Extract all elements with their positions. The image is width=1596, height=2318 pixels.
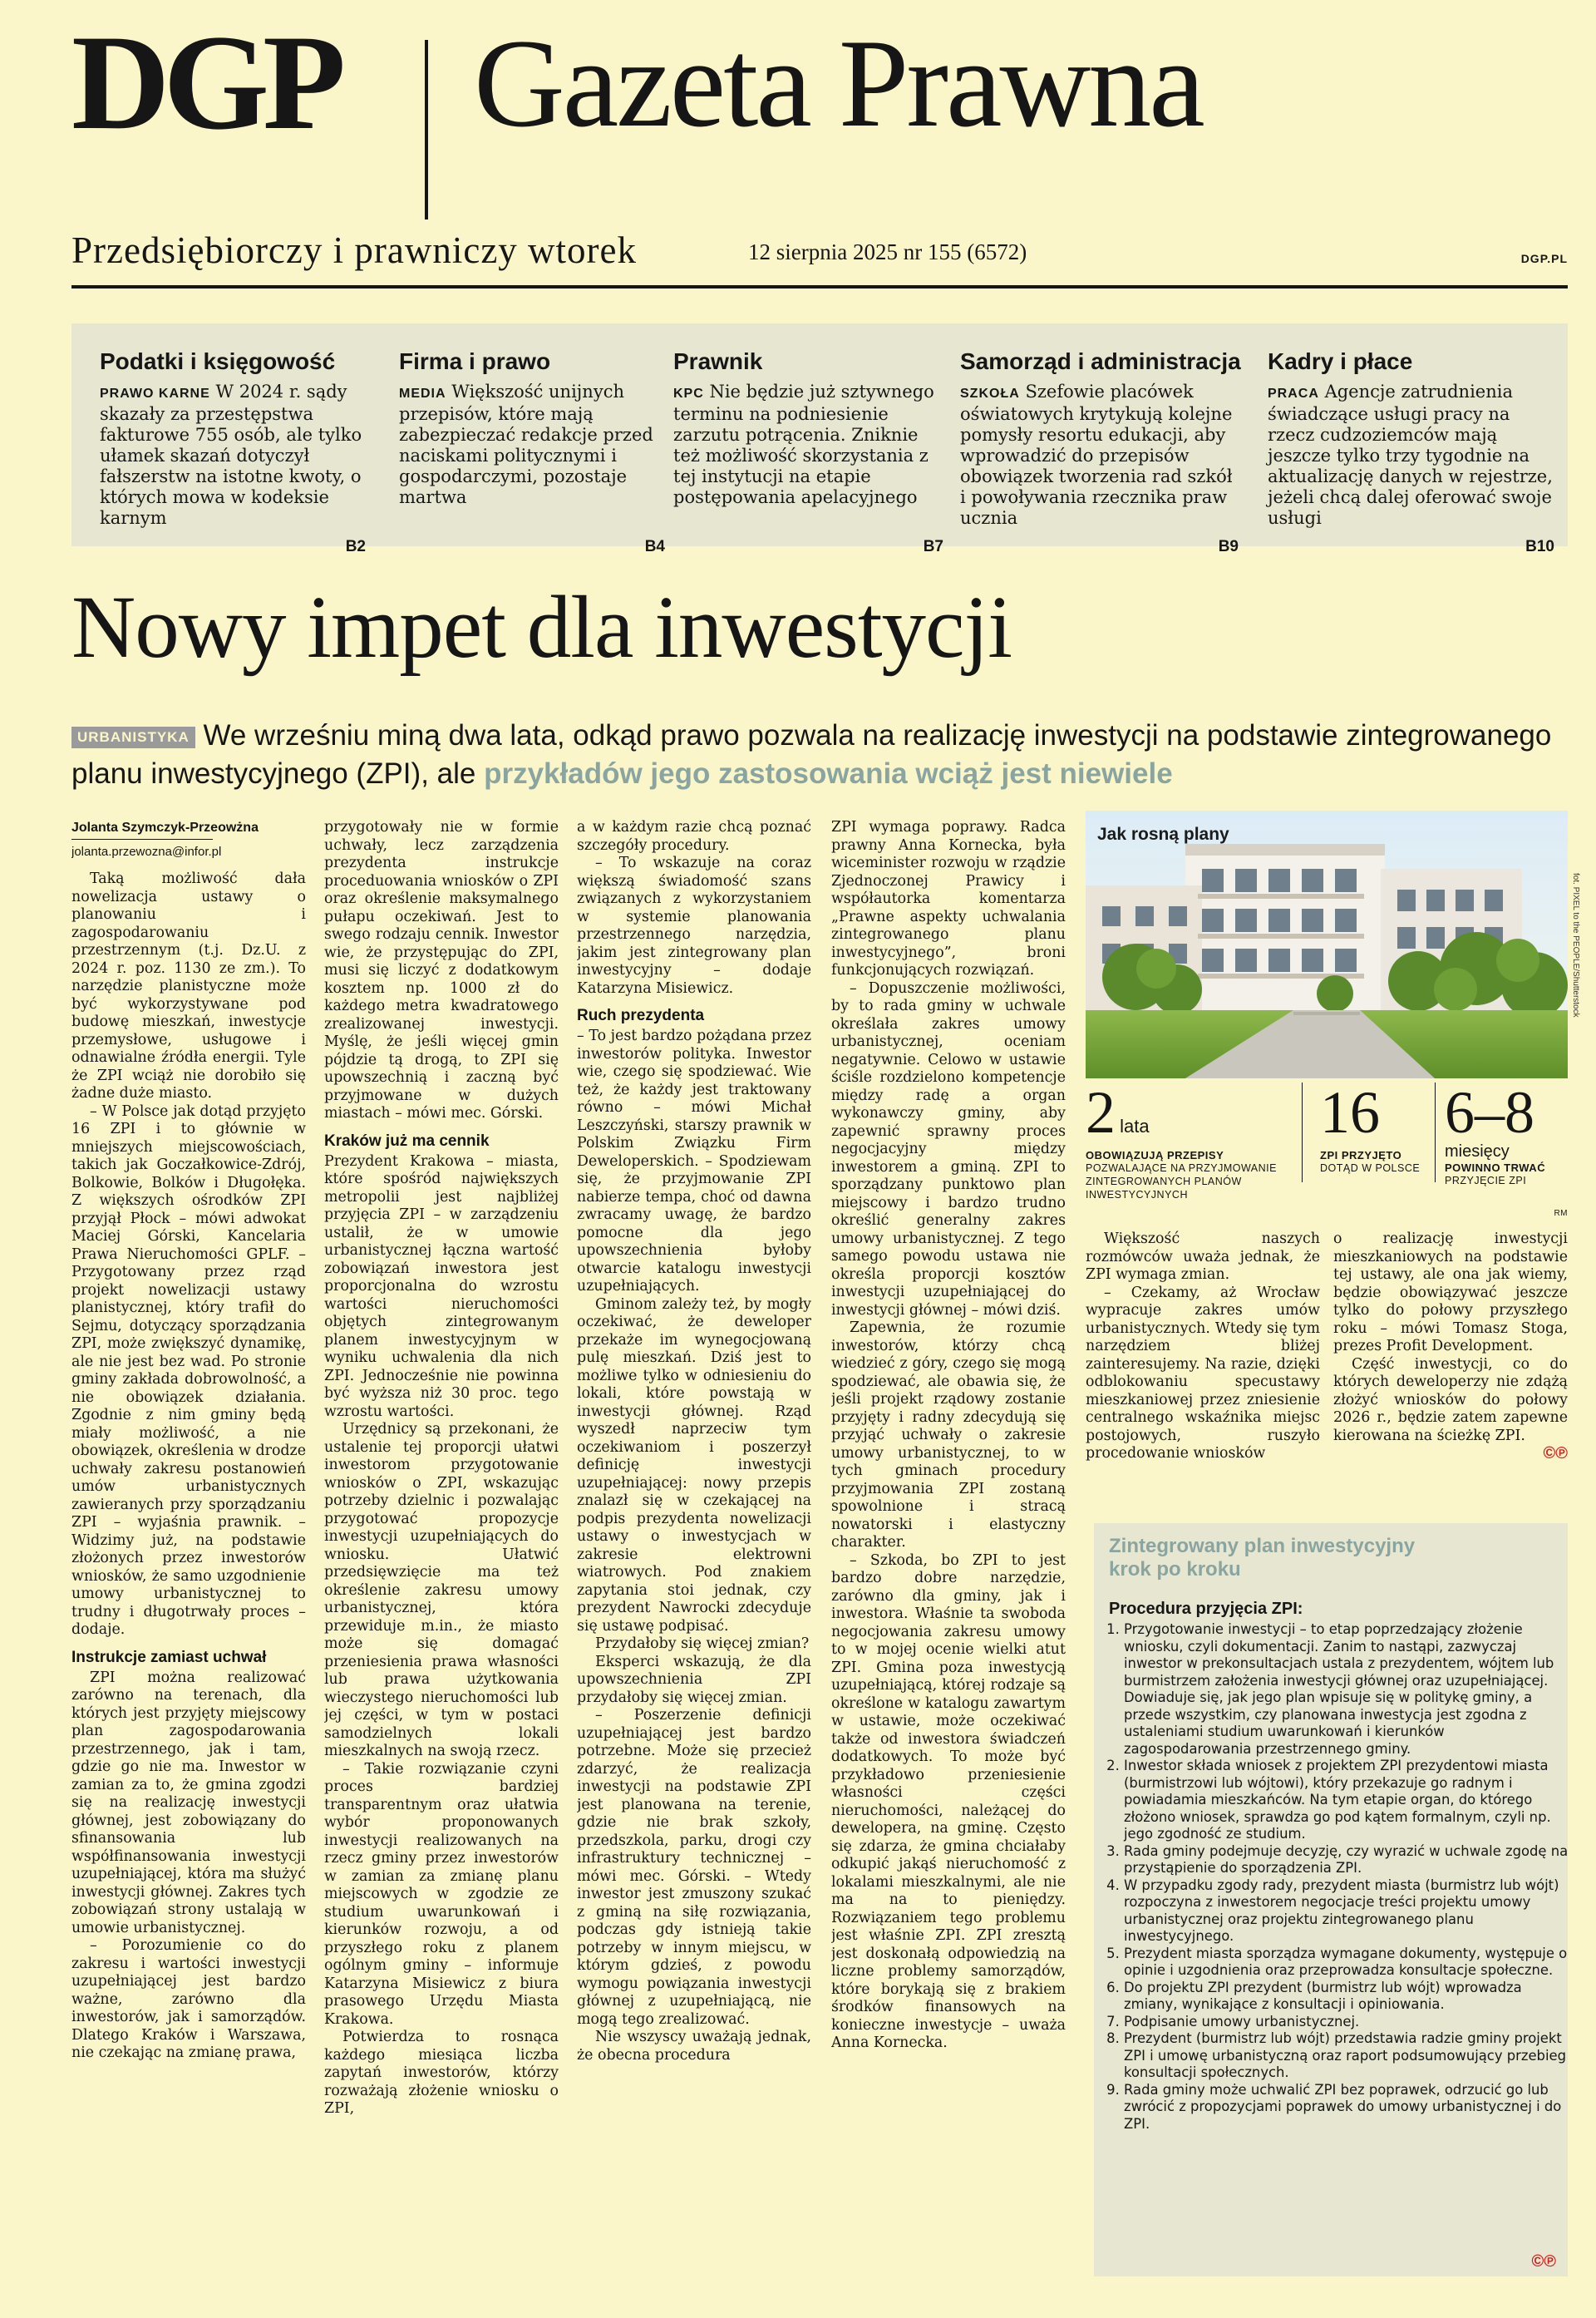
- photo-credit: fot. PIXEL to the PEOPLE/Shutterstock: [1571, 873, 1580, 1018]
- list-item: 5. Prezydent miasta sporządza wymagane dokumenty, występuje o opinie i uzgodnienia oraz przeprowadza konsultacje społeczne.: [1124, 1946, 1573, 1980]
- paragraph: ZPI można realizować zarówno na terenach, dla których jest przyjęty miejscowy plan zagospodarowania przestrzennego, jak i tam, gdzie go nie ma. Inwestor w zamian za to, że gmina zgodzi się na realizację inwestycji głównej, jest zobowiązany do sfinansowania lub współfinansowania inwestycji uzupełniającej, która ma służyć inwestycji głównej. Zakres tych zobowiązań strony ustalają w umowie urbanistycznej.: [71, 1669, 306, 1936]
- box-title-line: Zintegrowany plan inwestycyjny: [1109, 1535, 1416, 1557]
- section-page: B9: [1218, 538, 1239, 555]
- copyright-mark: ©℗: [1543, 1444, 1568, 1462]
- box-title-line: krok po kroku: [1109, 1558, 1241, 1581]
- article-column-4: [831, 819, 1066, 2299]
- section-page: B10: [1525, 538, 1554, 555]
- infographic-stats: [1086, 1079, 1568, 1220]
- section-title: Podatki i księgowość: [100, 348, 336, 374]
- paragraph: ZPI wymaga poprawy. Radca prawny Anna Kornecka, była wiceminister rozwoju w rządzie Zjednoczonej Prawicy i współautorka komentarza „Prawne aspekty uchwalania zintegrowanego planu inwestycyjnego”, broni funkcjonujących rozwiązań.: [831, 819, 1066, 979]
- paragraph: Większość naszych rozmówców uważa jednak, że ZPI wymaga zmian.: [1086, 1231, 1320, 1283]
- paragraph: przygotowały nie w formie uchwały, lecz zarządzenia prezydenta instrukcje proceduowania wniosków o ZPI oraz określenie maksymalnego pułapu oczekiwań. Jest to swego rodzaju cennik. Inwestor wie, że przystępując do ZPI, musi się liczyć z dodatkowym kosztem np. 1000 zł do każdego metra kwadratowego zrealizowanej inwestycji. Myślę, że jeśli więcej gmin pójdzie tą drogą, to ZPI się upowszechnią i zaczną być przyjmowane w dużych miastach – mówi mec. Górski.: [324, 819, 559, 1122]
- section-page: B2: [345, 538, 366, 555]
- paragraph: Prezydent Krakowa – miasta, które spośród największych metropolii jest najbliżej przyjęcia ZPI – w zarządzeniu ustalił, że w umowie urbanistycznej łączna wartość zobowiązań inwestora jest proporcjonalna do wzrostu wartości nieruchomości objętych zintegrowanym planem inwestycyjnym w wyniku uchwalenia dla nich ZPI. Jednocześnie nie powinna być wyższa niż 30 proc. tego wzrostu wartości.: [324, 1152, 559, 1420]
- section-teaser: Większość unijnych przepisów, które mają zabezpieczać redakcje przed naciskami politycznymi i gospodarczymi, pozostaje martwa: [399, 382, 653, 507]
- list-item: 8. Prezydent (burmistrz lub wójt) przedstawia radzie gminy projekt ZPI i umowę urbanistyczną oraz raport podsumowujący przebieg konsultacji społecznych.: [1124, 2030, 1573, 2082]
- stat-desc: DOTĄD W POLSCE: [1320, 1162, 1421, 1174]
- list-item: 9. Rada gminy może uchwalić ZPI bez poprawek, odrzucić go lub zwrócić z propozycjami poprawek do umowy urbanistycznej i do ZPI.: [1124, 2082, 1573, 2133]
- stat-key: ZPI PRZYJĘTO: [1320, 1149, 1402, 1161]
- paragraph: o realizację inwestycji mieszkaniowych na podstawie tej ustawy, ale ona jak wiemy, będzie obowiązywać jeszcze tylko do połowy przyszłego roku – mówi Tomasz Stoga, prezes Profit Development.: [1333, 1231, 1568, 1354]
- paragraph: a w każdym razie chcą poznać szczegóły procedury.: [577, 819, 811, 854]
- section-prawnik[interactable]: [673, 348, 943, 555]
- paragraph: – W Polsce jak dotąd przyjęto 16 ZPI i to głównie w mniejszych miejscowościach, takich jak Goczałkowice-Zdrój, Bolkowie, Bolków i Długołęka. Z większych ośrodków ZPI przyjął Płock – mówi adwokat Maciej Górski, Kancelaria Prawa Nieruchomości GPLF. – Przygotowany przez rząd projekt nowelizacji ustawy planistycznej, który trafił do Sejmu, dotyczący sporządzania ZPI, może zwiększyć dynamikę, ale nie jest bez wad. Po stronie gminy zakłada dobrowolność, a nie obowiązek działania. Zgodnie z nim gminy będą miały możliwość, a nie obowiązek, określenia w drodze uchwały zakresu postanowień umów urbanistycznych zawieranych przy sporządzaniu ZPI – wyjaśnia prawnik. – Widzimy już, na podstawie złożonych przez inwestorów wniosków, że samo uzgodnienie umowy urbanistycznej to trudny i długotrwały proces – dodaje.: [71, 1102, 306, 1638]
- masthead-title: Gazeta Prawna: [474, 13, 1203, 153]
- masthead-tagline: Przedsiębiorczy i prawniczy wtorek: [71, 229, 637, 271]
- section-teaser: W 2024 r. sądy skazały za przestępstwa fakturowe 755 osób, ale tylko ułamek skazań dotyczył fałszerstw na istotne kwoty, o których mowa w kodeksie karnym: [100, 382, 362, 528]
- subheading: Kraków już ma cennik: [324, 1132, 490, 1150]
- infographic-title: Jak rosną plany: [1097, 825, 1229, 844]
- stat-number: 6–8: [1445, 1079, 1534, 1146]
- paragraph: Urzędnicy są przekonani, że ustalenie tej proporcji ułatwi inwestorom przygotowanie wniosków o ZPI, wskazując potrzeby dzielnic i pozwalając przygotować propozycje inwestycji uzupełniających do wniosku. Ułatwić przedsięwzięcie ma też określenie zakresu umowy urbanistycznej, która przewiduje m.in., że miasto może się domagać przeniesienia prawa własności lub prawa użytkowania wieczystego nieruchomości lub jej części, w tym w postaci samodzielnych lokali mieszkalnych na swoją rzecz.: [324, 1421, 559, 1759]
- stat-number: 2: [1086, 1079, 1116, 1146]
- stat-desc: PRZYJĘCIE ZPI: [1445, 1175, 1527, 1186]
- paragraph: – Czekamy, aż Wrocław wypracuje zakres umów urbanistycznych. Wtedy się tym narzędziem bliżej zainteresujemy. Na razie, dzięki odblokowaniu specustawy mieszkaniowej przez zniesienie centralnego wskaźnika miejsc postojowych, ruszyło procedowanie wniosków: [1086, 1284, 1320, 1462]
- issue-info: 12 sierpnia 2025 nr 155 (6572): [748, 239, 1027, 264]
- headline: Nowy impet dla inwestycji: [71, 579, 1012, 677]
- stat-desc: POZWALAJĄCE NA PRZYJMOWANIE ZINTEGROWANYCH PLANÓW INWESTYCYJNYCH: [1086, 1162, 1277, 1201]
- section-kicker: KPC: [673, 387, 704, 401]
- paragraph: – Poszerzenie definicji uzupełniającej jest bardzo potrzebne. Może się przecież zdarzyć, że realizacja inwestycji na podstawie ZPI jest planowana na terenie, gdzie nie brak szkoły, przedszkola, parku, drogi czy infrastruktury technicznej – mówi mec. Górski. – Wtedy inwestor jest zmuszony szukać z gminą na siłę rozwiązania, podczas gdy istnieją takie potrzeby w innym miejscu, w którym gdzieś, z powodu wymogu powiązania inwestycji głównej z uzupełniającą, nie mogą tego zrealizować.: [577, 1707, 811, 2028]
- subheading: Instrukcje zamiast uchwał: [71, 1648, 267, 1666]
- paragraph: – To wskazuje na coraz większą świadomość szans związanych z wykorzystaniem w systemie planowania przestrzennego narzędzia, jakim jest zintegrowany plan inwestycyjny – dodaje Katarzyna Misiewicz.: [577, 855, 811, 997]
- sections-strip: [71, 323, 1568, 555]
- author-email[interactable]: jolanta.przewozna@infor.pl: [71, 844, 222, 859]
- stat-zpi: [1320, 1079, 1428, 1175]
- masthead-rule: [71, 285, 1568, 289]
- author-rule: [71, 839, 213, 840]
- article-column-6: [1333, 1231, 1568, 1464]
- paragraph: – Porozumienie co do zakresu i wartości inwestycji uzupełniającej jest bardzo ważne, zarówno dla inwestorów, jak i samorządów. Dlatego Kraków i Warszawa, nie czekając na zmianę prawa,: [71, 1937, 306, 2061]
- section-title: Samorząd i administracja: [960, 348, 1241, 374]
- lead-text: We wrześniu miną dwa lata, odkąd prawo pozwala na realizację inwestycji na podstawie zintegrowanego planu inwestycyjnego (ZPI), ale: [71, 719, 1552, 790]
- section-kadry[interactable]: [1268, 348, 1554, 555]
- list-item: 7. Podpisanie umowy urbanistycznej.: [1124, 2014, 1573, 2031]
- paragraph: Taką możliwość dała nowelizacja ustawy o planowaniu i zagospodarowaniu przestrzennym (t.j. Dz.U. z 2024 r. poz. 1130 ze zm.). To narzędzie planistyczne może być wykorzystywane pod budowę mieszkań, inwestycje przemysłowe, usługowe i odnawialne źródła energii. Tyle że ZPI wciąż nie dorobiło się żadne duże miasto.: [71, 870, 306, 1102]
- section-kicker: SZKOŁA: [960, 387, 1020, 401]
- stat-months: [1445, 1079, 1568, 1187]
- paragraph: Nie wszyscy uważają jednak, że obecna procedura: [577, 2029, 811, 2064]
- paragraph: – Dopuszczenie możliwości, by to rada gminy w uchwale określała zakres umowy urbanistycznej, oceniam negatywnie. Celowo w ustawie ściśle rozdzielono kompetencje między radę a organ wykonawczy gminy, aby zapewnić sprawny proces negocjacyjny między inwestorem a gminą. ZPI to sporządzany punktowo plan miejscowy i bardzo trudno określić generalny zakres umowy urbanistycznej. Z tego samego powodu ustawa nie określa proporcji kosztów inwestycji uzupełniającej do inwestycji głównej – mówi dziś.: [831, 979, 1066, 1319]
- section-page: B7: [923, 538, 943, 555]
- article-column-5: [1086, 1231, 1320, 1463]
- section-samorzad[interactable]: [960, 348, 1241, 555]
- paragraph: Przydałoby się więcej zmian?: [595, 1635, 810, 1652]
- article-column-2: [324, 819, 559, 2299]
- paragraph: Potwierdza to rosnąca każdego miesiąca liczba zapytań inwestorów, którzy rozważają złożenie wniosku o ZPI,: [324, 2029, 559, 2117]
- section-podatki[interactable]: [100, 348, 366, 555]
- stat-divider: [1435, 1083, 1436, 1182]
- box-subtitle: Procedura przyjęcia ZPI:: [1109, 1600, 1303, 1618]
- procedure-box: [1094, 1523, 1568, 2276]
- list-item: 4. W przypadku zgody rady, prezydent miasta (burmistrz lub wójt) rozpoczyna z inwestorem negocjacje treści projektu umowy urbanistycznej oraz projektu zintegrowanego planu inwestycyjnego.: [1124, 1877, 1573, 1946]
- building-illustration: [1086, 811, 1568, 1078]
- list-item: 3. Rada gminy podejmuje decyzję, czy wyrazić w uchwale zgodę na przystąpienie do sporządzenia ZPI.: [1124, 1843, 1573, 1877]
- paragraph: – To jest bardzo pożądana przez inwestorów polityka. Inwestor wie, czego się spodziewać. Wie też, że każdy jest traktowany równo – mówi Michał Leszczyński, starszy prawnik w Polskim Związku Firm Deweloperskich. – Spodziewam się, że przyjmowanie ZPI nabierze tempa, choć od dawna zwracamy uwagę, że bardzo pomocne dla jego upowszechnienia byłoby otwarcie katalogu inwestycji uzupełniających.: [577, 1028, 811, 1295]
- site-link[interactable]: DGP.PL: [1520, 252, 1568, 265]
- section-title: Prawnik: [673, 348, 763, 374]
- section-page: B4: [644, 538, 665, 555]
- list-item: 2. Inwestor składa wniosek z projektem ZPI prezydentowi miasta (burmistrzowi lub wójtowi), który przekazuje go radnym i powiadamia mieszkańców. Na tym etapie organ, do którego złożono wniosek, sprawdza go pod kątem formalnym, czyli np. jego zgodność ze studium.: [1124, 1758, 1573, 1843]
- section-firma[interactable]: [399, 348, 665, 555]
- box-title: [1109, 1535, 1415, 1581]
- stat-key: POWINNO TRWAĆ: [1445, 1161, 1546, 1174]
- article-photo: [1086, 811, 1568, 1078]
- section-kicker: PRAWO KARNE: [100, 387, 210, 401]
- stat-key: OBOWIĄZUJĄ PRZEPISY: [1086, 1149, 1224, 1161]
- subheading: Ruch prezydenta: [577, 1007, 705, 1024]
- list-item: 6. Do projektu ZPI prezydent (burmistrz lub wójt) wprowadza zmiany, wynikające z konsultacji i opiniowania.: [1124, 1980, 1573, 2014]
- section-title: Kadry i płace: [1268, 348, 1413, 374]
- lead-tag: URBANISTYKA: [71, 727, 195, 748]
- paragraph: Gminom zależy też, by mogły oczekiwać, że deweloper przekaże im wynegocjowaną pulę mieszkań. Dziś jest to możliwe tylko w odniesieniu do lokali, które powstają w inwestycji głównej. Rząd wyszedł naprzeciw tym oczekiwaniom i poszerzył definicję inwestycji uzupełniającej: nowy przepis znalazł się w czekającej na podpis prezydenta nowelizacji ustawy o inwestycjach w zakresie elektrowni wiatrowych. Pod znakiem zapytania stoi jednak, czy prezydent Nawrocki zdecyduje się ustawę podpisać.: [577, 1295, 811, 1635]
- section-teaser: Agencje zatrudnienia świadczące usługi pracy na rzecz cudzoziemców mają jeszcze tylko trzy tygodnie na aktualizację danych w rejestrze, jeżeli chcą dalej oferować swoje usługi: [1268, 382, 1553, 528]
- logo-dgp: DGP: [71, 7, 340, 158]
- article-column-1: [71, 819, 306, 2299]
- infographic-sign: RM: [1554, 1209, 1568, 1218]
- paragraph: – Takie rozwiązanie czyni proces bardziej transparentnym oraz ułatwia wybór proponowanych inwestycji realizowanych na rzecz gminy przez inwestorów w zamian za zmianę planu miejscowych w zgodzie ze studium uwarunkowań i kierunków rozwoju, a od przyszłego roku z planem ogólnym gminy – informuje Katarzyna Misiewicz z biura prasowego Urzędu Miasta Krakowa.: [324, 1760, 559, 2028]
- paragraph: Eksperci wskazują, że dla upowszechnienia ZPI przydałoby się więcej zmian.: [577, 1653, 811, 1706]
- section-teaser: Szefowie placówek oświatowych krytykują kolejne pomysły resortu edukacji, aby wprowadzić do przepisów obowiązek tworzenia rad szkół i powoływania rzecznika praw ucznia: [960, 382, 1233, 528]
- list-item: 1. Przygotowanie inwestycji – to etap poprzedzający złożenie wniosku, czyli dokumentacji. Zanim to nastąpi, zazwyczaj inwestor w prekonsultacjach ustala z prezydentem, wójtem lub burmistrzem założenia inwestycji głównej oraz uzupełniającej. Dowiaduje się, jak jego plan wpisuje się w politykę gminy, a przede wszystkim, czy planowana inwestycja jest zgodna z ustaleniami studium uwarunkowań i kierunków zagospodarowania przestrzennego gminy.: [1124, 1621, 1573, 1758]
- section-teaser: Nie będzie już sztywnego terminu na podniesienie zarzutu potrącenia. Zniknie też możliwość skorzystania z tej instytucji na etapie postępowania apelacyjnego: [673, 382, 934, 507]
- stat-divider: [1302, 1083, 1303, 1182]
- stat-unit: lata: [1120, 1116, 1150, 1137]
- author-name: Jolanta Szymczyk-Przeowżna: [71, 821, 259, 835]
- stat-years: [1086, 1079, 1293, 1201]
- copyright-mark: ©℗: [1531, 2252, 1556, 2271]
- section-title: Firma i prawo: [399, 348, 551, 374]
- paragraph: Część inwestycji, co do których deweloperzy nie zdążą złożyć wniosków do połowy 2026 r., będzie zatem zapewne kierowana na ścieżkę ZPI.: [1333, 1355, 1568, 1444]
- stat-number: 16: [1320, 1079, 1380, 1146]
- stat-unit: miesięcy: [1445, 1142, 1510, 1161]
- article-column-3: [577, 819, 811, 2299]
- section-kicker: MEDIA: [399, 387, 446, 401]
- procedure-steps: [1109, 1621, 1573, 2133]
- paragraph: Zapewnia, że rozumie inwestorów, którzy chcą wiedzieć z góry, czego się mogą spodziewać, ale obawia się, że jeśli projekt rządowy zostanie przyjęty i radny zdecydują się przyjąć uchwały o zakresie umowy urbanistycznej, to w tych gminach procedury przyjmowania ZPI zostaną spowolnione i stracą nowatorski i elastyczny charakter.: [831, 1319, 1066, 1551]
- section-kicker: PRACA: [1268, 387, 1319, 401]
- masthead-divider: [425, 40, 428, 219]
- paragraph: – Szkoda, bo ZPI to jest bardzo dobre narzędzie, zarówno dla gminy, jak i inwestora. Właśnie ta swoboda negocjowania zakresu umowy to w mojej ocenie wielki atut ZPI. Gmina poza inwestycją uzupełniającą, której rodzaje są określone w katalogu zawartym w ustawie, może oczekiwać także od inwestora świadczeń dodatkowych. To może być przykładowo przeniesienie własności części nieruchomości, należącej do dewelopera, na gminę. Często się zdarza, że gmina chciałaby odkupić jakąś nieruchomość z lokalami mieszkalnymi, ale nie ma na to pieniędzy. Rozwiązaniem tego problemu jest właśnie ZPI. ZPI zresztą jest doskonałą odpowiedzią na liczne problemy samorządów, które borykają się z brakiem środków finansowych na konieczne inwestycje – uważa Anna Kornecka.: [831, 1551, 1066, 2051]
- lead-highlight: przykładów jego zastosowania wciąż jest niewiele: [484, 757, 1173, 790]
- lead: [71, 717, 1568, 793]
